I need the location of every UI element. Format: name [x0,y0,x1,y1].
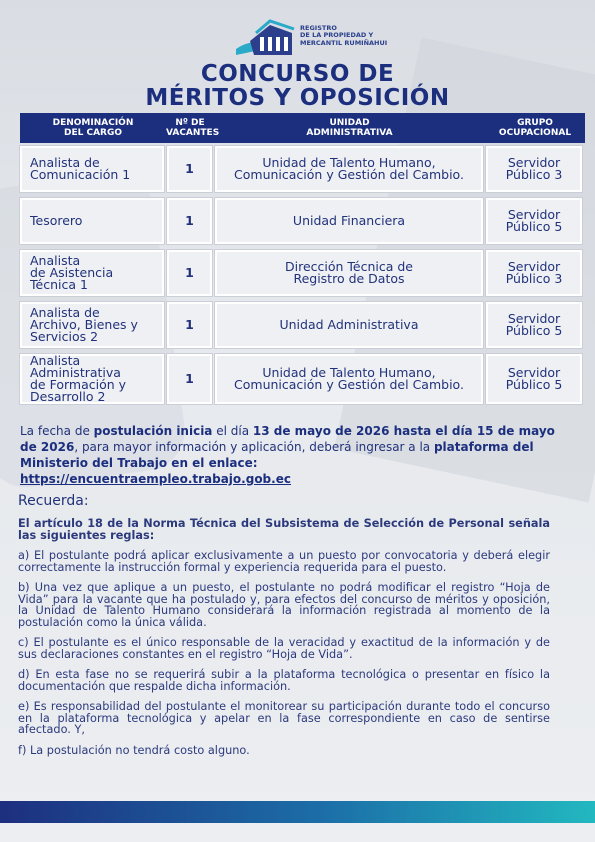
cell-vacantes: 1 [167,198,212,244]
cell-cargo: Analista Administrativa de Formación y Desarrollo 2 [20,354,164,404]
table-row [20,250,585,296]
cell-cargo: Tesorero [20,198,164,244]
info-text: , para mayor información y aplicación, deberá ingresar a la [74,440,434,454]
cell-grupo: Servidor Público 3 [486,146,582,192]
positions-table [20,146,585,410]
header-unidad: UNIDAD ADMINISTRATIVA [306,118,393,138]
rule-item: f) La postulación no tendrá costo alguno. [18,743,250,757]
rule-item: c) El postulante es el único responsable de la veracidad y exactitud de la información y de sus declaraciones constantes en el registro “Hoja de Vida”. [18,636,550,661]
page-title: CONCURSO DE [200,61,395,87]
rule-item: d) En esta fase no se requerirá subir a la plataforma tecnológica o presentar en físico la documentación que respalde dicha información. [18,668,550,693]
rule-item: e) Es responsabilidad del postulante el monitorear su participación durante todo el concurso en la plataforma tecnológica y apelar en la fase correspondiente en caso de sentirse afectado. Y, [18,700,550,736]
info-text: La fecha de [20,424,94,438]
rule-item: a) El postulante podrá aplicar exclusivamente a un puesto por convocatoria y deberá elegir correctamente la instrucción formal y experiencia requerida para el puesto. [18,549,550,574]
logo-text: REGISTRO DE LA PROPIEDAD Y MERCANTIL RUMIÑAHUI [300,23,388,47]
header-vacantes: Nº DE VACANTES [166,118,220,138]
page-subtitle: MÉRITOS Y OPOSICIÓN [145,85,450,111]
footer-bar [0,801,595,823]
cell-grupo: Servidor Público 5 [486,354,582,404]
table-row [20,198,585,244]
cell-cargo: Analista de Archivo, Bienes y Servicios 2 [20,302,164,348]
rules-intro: El artículo 18 de la Norma Técnica del Subsistema de Selección de Personal señala las siguientes reglas: [18,517,550,542]
table-header [20,113,585,143]
table-row [20,354,585,404]
building-logo-icon [232,11,298,61]
header-cargo: DENOMINACIÓN DEL CARGO [52,118,134,138]
application-info [20,423,575,487]
cell-unidad: Unidad Administrativa [215,302,483,348]
cell-unidad: Unidad de Talento Humano, Comunicación y Gestión del Cambio. [215,146,483,192]
cell-unidad: Unidad de Talento Humano, Comunicación y Gestión del Cambio. [215,354,483,404]
info-dates: 13 de mayo de 2026 hasta el día 15 de mayo de 2026 [20,424,555,454]
cell-unidad: Dirección Técnica de Registro de Datos [215,250,483,296]
rules-section [18,518,550,765]
cell-grupo: Servidor Público 5 [486,302,582,348]
header-grupo: GRUPO OCUPACIONAL [498,118,572,138]
info-bold: postulación inicia [93,424,213,438]
cell-grupo: Servidor Público 5 [486,198,582,244]
cell-vacantes: 1 [167,250,212,296]
cell-grupo: Servidor Público 3 [486,250,582,296]
cell-cargo: Analista de Asistencia Técnica 1 [20,250,164,296]
table-row [20,302,585,348]
table-row [20,146,585,192]
cell-cargo: Analista de Comunicación 1 [20,146,164,192]
rule-item: b) Una vez que aplique a un puesto, el postulante no podrá modificar el registro “Hoja de Vida” para la vacante que ha postulado y, para efectos del concurso de méritos y oposición, la Unidad de Talento Humano considerará la información registrada al momento de la postulación como la única válida. [18,581,550,629]
info-platform: plataforma del Ministerio del Trabajo en el enlace: [20,440,534,470]
cell-unidad: Unidad Financiera [215,198,483,244]
institution-logo [232,10,412,62]
cell-vacantes: 1 [167,354,212,404]
application-link[interactable]: https://encuentraempleo.trabajo.gob.ec [20,472,291,486]
info-text: el día [212,424,253,438]
cell-vacantes: 1 [167,146,212,192]
recuerda-heading: Recuerda: [18,493,89,509]
cell-vacantes: 1 [167,302,212,348]
